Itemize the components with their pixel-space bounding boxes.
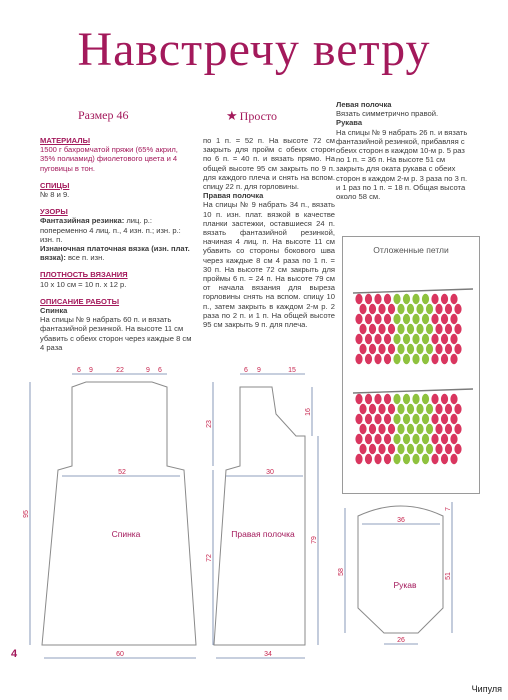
gauge-heading: ПЛОТНОСТЬ ВЯЗАНИЯ — [40, 270, 128, 280]
back-outline — [42, 382, 196, 645]
sleeve-dim-side: 51 — [445, 572, 452, 580]
sleeve-heading: Рукава — [336, 118, 363, 128]
front-dim-top-2: 9 — [257, 367, 261, 374]
sleeve-piece-label: Рукав — [393, 580, 417, 590]
back-dim-bottom: 60 — [116, 651, 124, 658]
back-heading: Спинка — [40, 306, 68, 316]
swatch-title: Отложенные петли — [373, 245, 449, 255]
back-dim-top-2: 9 — [89, 367, 93, 374]
back-dim-width: 52 — [118, 469, 126, 476]
needles-heading: СПИЦЫ — [40, 180, 70, 190]
difficulty-label: Просто — [239, 109, 278, 123]
back-dim-height: 95 — [23, 510, 30, 518]
gauge-text: 10 х 10 см = 10 п. х 12 р. — [40, 279, 127, 289]
front-dim-top-1: 6 — [244, 367, 248, 374]
pattern-rib: Фантазийная резинка: лиц. р.: попеременно 4 лиц. п., 4 изн. п.; изн. р.: изн. п. — [40, 216, 181, 244]
sleeve-dim-cap: 7 — [445, 507, 452, 511]
size-label: Размер 46 — [78, 108, 129, 122]
star-icon: ★ — [226, 108, 238, 123]
back-dim-top-4: 9 — [146, 367, 150, 374]
right-front-text: На спицы № 9 набрать 34 п., вязать 10 п. изн. плат. вязкой в качестве планки застежки, оставшиеся 24 п. вязать фантазийной резинкой, начиная 4 лиц. п. На высоте 11 см убавить со стороны бокового шва через каждые 8 см 4 раза по 1 п. = 30 п. На высоте 72 см закрыть для проймы 6 п. = 24 п. На высоте 79 см от начала вязания для выреза горловины снять на вспом. спицу 10 п., затем закрыть в каждом 2-м р. 2 раза по 2 п. и 1 п. На общей высоте 95 см закрыть 9 п. для плеча. — [203, 200, 335, 330]
back-dim-side: 72 — [206, 554, 213, 562]
back-dim-top-5: 6 — [158, 367, 162, 374]
front-dim-width: 30 — [266, 469, 274, 476]
front-piece-label: Правая полочка — [231, 529, 295, 539]
sleeve-dim-top: 36 — [397, 517, 405, 524]
watermark: Чипуля — [471, 684, 502, 694]
back-text-cont: по 1 п. = 52 п. На высоте 72 см закрыть для пройм с обеих сторон по 6 п. = 40 п. и вязать прямо. На общей высоте 95 см закрыть по 9 п. для каждого плеча и снять на вспом. спицу 22 п. для горловины. — [203, 136, 335, 192]
back-text: На спицы № 9 набрать 60 п. и вязать фантазийной резинкой. На высоте 11 см убавить с обеих сторон через каждые 8 см 4 раза — [40, 315, 192, 352]
work-heading: ОПИСАНИЕ РАБОТЫ — [40, 296, 120, 306]
left-front-text: Вязать симметрично правой. — [336, 109, 439, 119]
back-dim-top-3: 22 — [116, 367, 124, 374]
page-title: Навстречу ветру — [77, 23, 431, 76]
sleeve-dim-bottom: 26 — [397, 637, 405, 644]
front-dim-neck: 16 — [305, 408, 312, 416]
right-front-heading: Правая полочка — [203, 191, 264, 201]
back-piece-label: Спинка — [111, 529, 141, 539]
front-dim-top-3: 15 — [288, 367, 296, 374]
front-dim-bottom: 34 — [264, 651, 272, 658]
sleeve-dim-height: 58 — [338, 568, 345, 576]
back-dim-armhole: 23 — [206, 420, 213, 428]
pattern-reverse: Изнаночная платочная вязка (изн. плат. вязка): все п. изн. — [40, 244, 190, 263]
materials-heading: МАТЕРИАЛЫ — [40, 136, 90, 145]
front-outline — [214, 387, 305, 645]
back-dim-top-1: 6 — [77, 367, 81, 374]
left-front-heading: Левая полочка — [336, 100, 392, 109]
page-number: 4 — [11, 648, 18, 660]
sleeve-text: На спицы № 9 набрать 26 п. и вязать фантазийной резинкой, прибавляя с обеих сторон в каждом 10-м р. 5 раз по 1 п. = 36 п. На высоте 51 см закрыть для оката рукава с обеих сторон в каждом 2-м р. 3 раза по 3 п. и 1 раз по 1 п. = 18 п. Общая высота около 58 см. — [336, 127, 468, 202]
needles-text: № 8 и 9. — [40, 190, 70, 200]
materials-text: 1500 г бахромчатой пряжи (65% акрил, 35% полиамид) фиолетового цвета и 4 пуговицы в тон. — [40, 145, 178, 173]
front-dim-height: 79 — [311, 536, 318, 544]
sleeve-outline — [358, 506, 443, 633]
patterns-heading: УЗОРЫ — [40, 207, 68, 217]
